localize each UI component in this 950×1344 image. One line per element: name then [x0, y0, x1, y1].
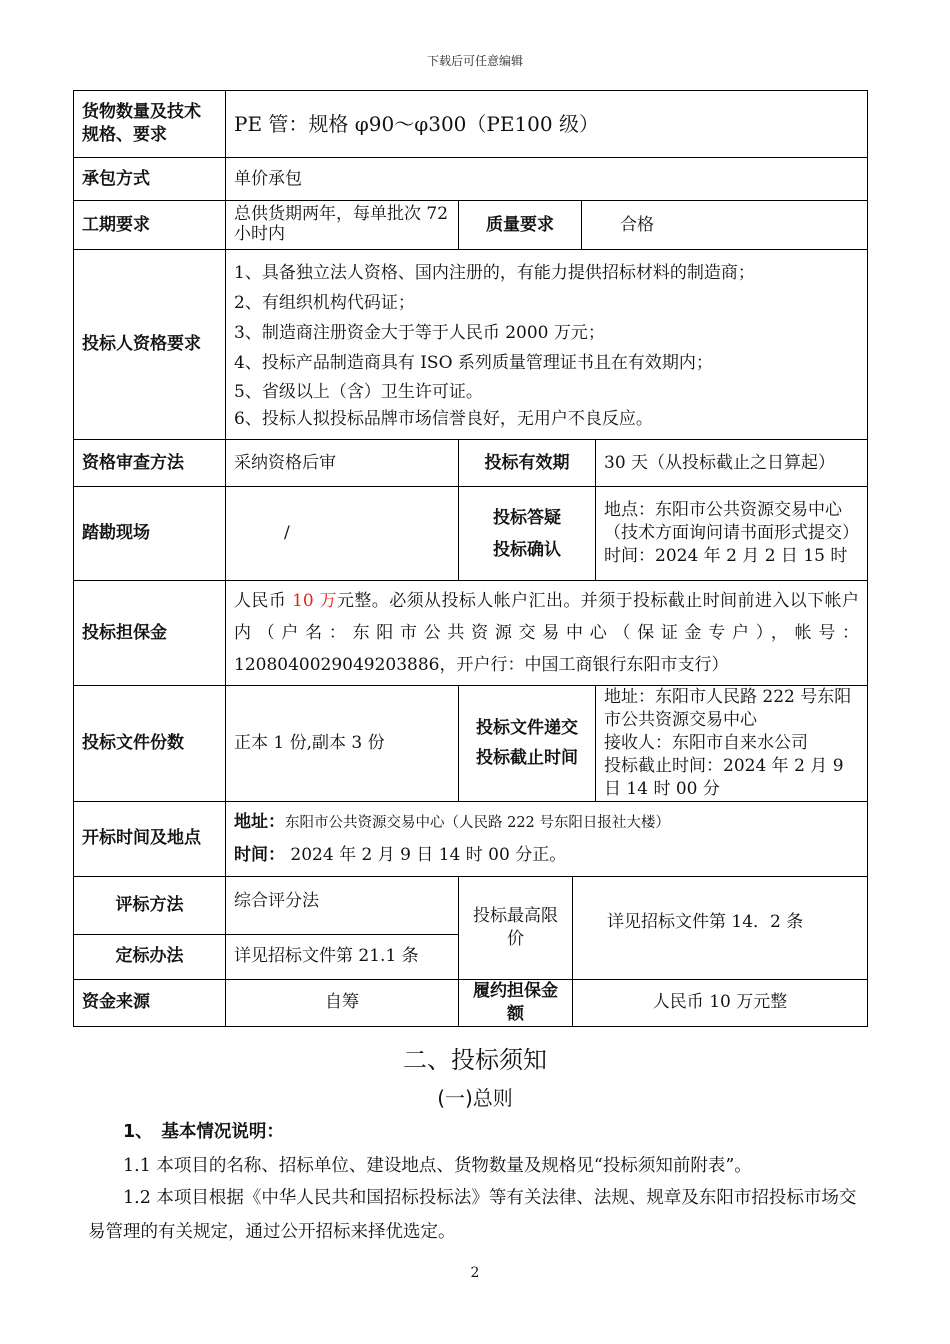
- qa-label-line: 投标确认: [493, 539, 561, 560]
- subsection-title: (一)总则: [437, 1086, 513, 1110]
- award-label: 定标办法: [74, 934, 226, 979]
- submission-deadline: 投标截止时间：2024 年 2 月 9 日 14 时 00 分: [604, 755, 844, 799]
- bond-label: 投标担保金: [74, 581, 226, 686]
- qa-location: 地点：东阳市公共资源交易中心: [604, 500, 842, 521]
- qualification-label: 投标人资格要求: [74, 250, 226, 440]
- item1-heading: 1、 基本情况说明：: [123, 1122, 284, 1142]
- opening-time-label: 时间：: [234, 845, 285, 866]
- submission-details: [596, 686, 868, 802]
- opening-details: [226, 801, 868, 876]
- copies-value: 正本 1 份,副本 3 份: [226, 686, 459, 802]
- bond-post: 元整。必须从投标人帐户汇出。并须于投标截止时间前进入以下帐户内（户名：东阳市公共资源交易中心（保证金专户），帐号：1208040029049203886，开户行：中国工商银行东阳市支行）: [234, 591, 860, 675]
- performance-bond-label: 履约担保金额: [459, 979, 573, 1026]
- contract-label: 承包方式: [74, 158, 226, 201]
- opening-address-label: 地址：: [234, 812, 285, 833]
- eval-label: 评标方法: [74, 876, 226, 934]
- validity-label: 投标有效期: [459, 440, 596, 487]
- bond-text: [226, 581, 868, 686]
- goods-label: 货物数量及技术规格、要求: [74, 91, 226, 158]
- qa-label-line: 投标答疑: [493, 507, 561, 528]
- qualification-item: 4、投标产品制造商具有 ISO 系列质量管理证书且在有效期内；: [234, 352, 713, 373]
- review-value: 采纳资格后审: [226, 440, 459, 487]
- qualification-item: 1、具备独立法人资格、国内注册的，有能力提供招标材料的制造商；: [234, 262, 755, 283]
- opening-address: 东阳市公共资源交易中心（人民路 222 号东阳日报社大楼）: [285, 815, 670, 832]
- eval-value: 综合评分法: [226, 876, 459, 934]
- qa-time: 时间：2024 年 2 月 2 日 15 时: [604, 545, 848, 566]
- bid-info-table: [73, 90, 868, 1027]
- validity-value: 30 天（从投标截止之日算起）: [596, 440, 868, 487]
- section-title: 二、投标须知: [403, 1046, 547, 1074]
- site-visit-label: 踏勘现场: [74, 487, 226, 581]
- qualification-item: 2、有组织机构代码证；: [234, 292, 415, 313]
- period-label: 工期要求: [74, 201, 226, 250]
- submission-label-line: 投标文件递交: [476, 718, 578, 739]
- bond-amount: 10 万: [292, 591, 337, 611]
- quality-label: 质量要求: [459, 201, 582, 250]
- period-value: 总供货期两年，每单批次 72 小时内: [226, 201, 459, 250]
- submission-label-line: 投标截止时间: [476, 748, 578, 769]
- qa-label: [459, 487, 596, 581]
- paragraph-1-2: 1.2 本项目根据《中华人民共和国招标投标法》等有关法律、法规、规章及东阳市招投标市场交易管理的有关规定，通过公开招标来择优选定。: [88, 1188, 857, 1242]
- fund-label: 资金来源: [74, 979, 226, 1026]
- max-price-value: 详见招标文件第 14．2 条: [573, 876, 868, 979]
- contract-value: 单价承包: [226, 158, 868, 201]
- opening-label: 开标时间及地点: [74, 801, 226, 876]
- bond-pre: 人民币: [234, 591, 293, 611]
- qualification-item: 5、省级以上（含）卫生许可证。: [234, 381, 483, 402]
- page-number: 2: [470, 1265, 480, 1281]
- performance-bond-value: 人民币 10 万元整: [573, 979, 868, 1026]
- paragraph-1-1: 1.1 本项目的名称、招标单位、建设地点、货物数量及规格见“投标须知前附表”。: [123, 1156, 752, 1176]
- opening-time: 2024 年 2 月 9 日 14 时 00 分正。: [290, 845, 567, 866]
- header-note: 下载后可任意编辑: [426, 54, 523, 68]
- qualification-item: 6、投标人拟投标品牌市场信誉良好，无用户不良反应。: [234, 408, 653, 429]
- submission-address: 地址：东阳市人民路 222 号东阳市公共资源交易中心: [604, 687, 852, 730]
- submission-label: [459, 686, 596, 802]
- award-value: 详见招标文件第 21.1 条: [226, 934, 459, 979]
- qualification-item: 3、制造商注册资金大于等于人民币 2000 万元；: [234, 322, 605, 343]
- qa-details: [596, 487, 868, 581]
- review-label: 资格审查方法: [74, 440, 226, 487]
- site-visit-value: /: [226, 487, 459, 581]
- qualification-list: [226, 250, 868, 440]
- max-price-label: 投标最高限价: [459, 876, 573, 979]
- goods-value: PE 管：规格 φ90～φ300（PE100 级）: [226, 91, 868, 158]
- quality-value: 合格: [582, 201, 868, 250]
- qa-note: （技术方面询问请书面形式提交）: [604, 523, 859, 544]
- copies-label: 投标文件份数: [74, 686, 226, 802]
- fund-value: 自筹: [226, 979, 459, 1026]
- submission-receiver: 接收人：东阳市自来水公司: [604, 732, 808, 753]
